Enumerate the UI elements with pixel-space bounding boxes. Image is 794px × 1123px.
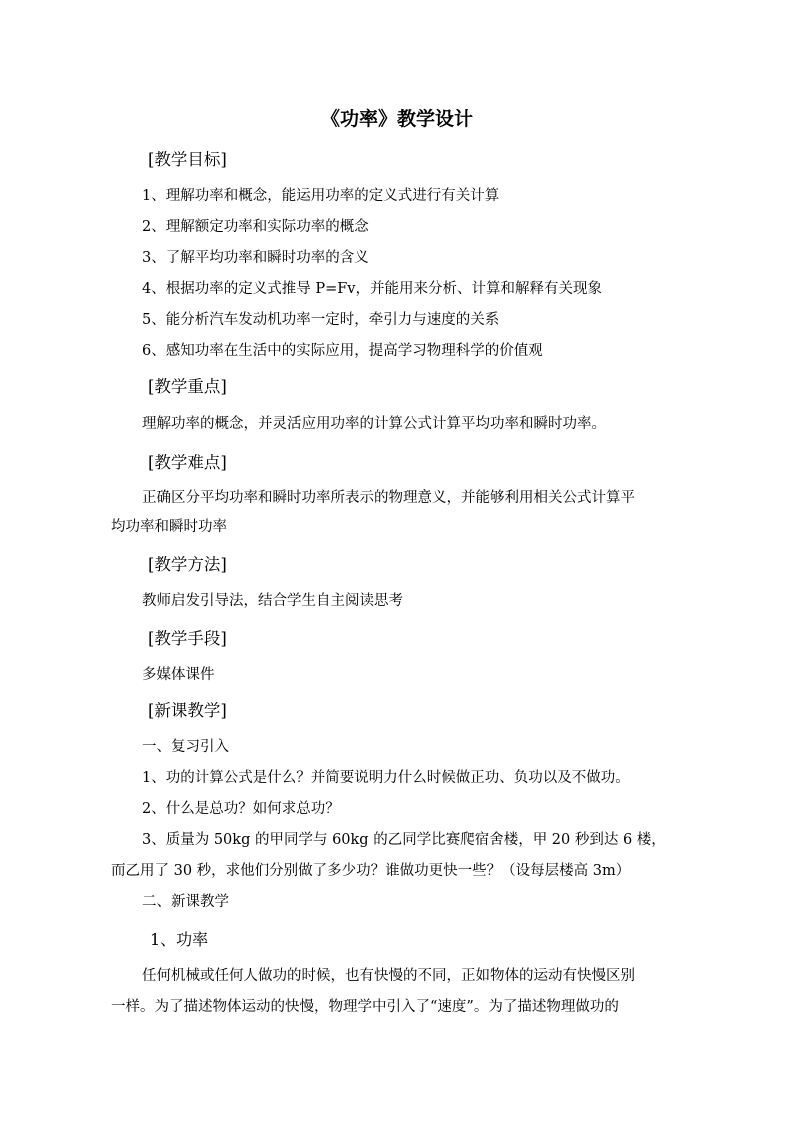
goal-item: 2、理解额定功率和实际功率的概念	[142, 219, 369, 235]
document-title: 《功率》教学设计	[320, 108, 473, 130]
difficulty-heading: [教学难点]	[148, 453, 227, 472]
key-points-text: 理解功率的概念，并灵活应用功率的计算公式计算平均功率和瞬时功率。	[142, 416, 606, 432]
goal-item: 5、能分析汽车发动机功率一定时，牵引力与速度的关系	[142, 312, 500, 328]
goal-item: 6、感知功率在生活中的实际应用，提高学习物理科学的价值观	[142, 343, 543, 359]
difficulty-text-line2: 均功率和瞬时功率	[111, 519, 227, 535]
goal-item: 1、理解功率和概念，能运用功率的定义式进行有关计算	[142, 188, 500, 204]
review-question: 2、什么是总功？如何求总功？	[142, 801, 340, 817]
review-heading: 一、复习引入	[142, 739, 229, 755]
review-question-3-line1: 3、质量为 50kg 的甲同学与 60kg 的乙同学比赛爬宿舍楼，甲 20 秒到达 6 楼，	[142, 832, 666, 848]
difficulty-text-line1: 正确区分平均功率和瞬时功率所表示的物理意义，并能够利用相关公式计算平	[142, 490, 635, 506]
goal-item: 3、了解平均功率和瞬时功率的含义	[142, 250, 369, 266]
goal-item: 4、根据功率的定义式推导 P=Fv，并能用来分析、计算和解释有关现象	[142, 281, 602, 297]
means-heading: [教学手段]	[148, 629, 227, 648]
method-text: 教师启发引导法，结合学生自主阅读思考	[142, 593, 403, 609]
new-lesson-heading: 二、新课教学	[142, 894, 229, 910]
power-section-heading: 1、功率	[150, 930, 209, 949]
power-text-line2: 一样。为了描述物体运动的快慢，物理学中引入了“速度”。为了描述物理做功的	[111, 999, 619, 1015]
method-heading: [教学方法]	[148, 555, 227, 574]
review-question-3-line2: 而乙用了 30 秒，求他们分别做了多少功？谁做功更快一些？（设每层楼高 3m）	[111, 863, 631, 879]
review-question: 1、功的计算公式是什么？并简要说明力什么时候做正功、负功以及不做功。	[142, 770, 630, 786]
key-points-heading: [教学重点]	[148, 377, 227, 396]
new-teaching-heading: [新课教学]	[148, 701, 227, 720]
goals-heading: [教学目标]	[148, 150, 227, 169]
means-text: 多媒体课件	[142, 667, 215, 683]
power-text-line1: 任何机械或任何人做功的时候，也有快慢的不同，正如物体的运动有快慢区别	[142, 968, 635, 984]
